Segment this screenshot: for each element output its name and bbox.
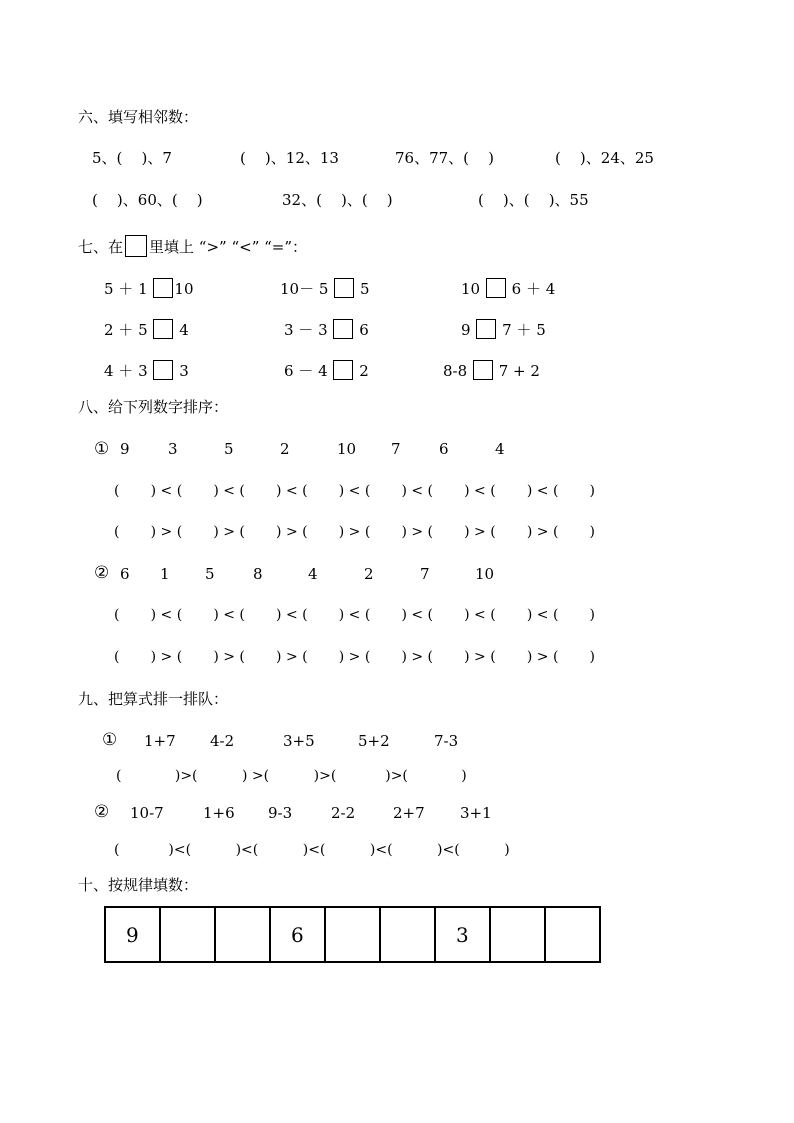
circled-1-marker: ① xyxy=(102,730,118,750)
s7-heading-pre: 七、在 xyxy=(78,238,124,256)
compare-box[interactable] xyxy=(476,319,496,339)
section-8-heading: 八、给下列数字排序： xyxy=(78,398,229,416)
compare-left: 10 xyxy=(461,280,481,298)
compare-left: 4 ＋ 3 xyxy=(104,362,148,380)
compare-left: 9 xyxy=(461,321,471,339)
compare-right: 3 xyxy=(179,362,189,380)
order-slots: ( )>( ) >( )>( )>( ) xyxy=(116,768,467,784)
section-9-heading: 九、把算式排一排队： xyxy=(78,690,229,708)
s6-item-7: ( )、( )、55 xyxy=(478,191,589,209)
compare-right: 4 xyxy=(179,321,189,339)
s6-item-5: ( )、60、( ) xyxy=(92,191,203,209)
compare-right: 7 + 2 xyxy=(498,362,540,380)
compare-left: 2 ＋ 5 xyxy=(104,321,148,339)
expression-item: 5+2 xyxy=(358,732,390,750)
expression-item: 4-2 xyxy=(210,732,235,750)
compare-left: 5 ＋ 1 xyxy=(104,280,148,298)
expression-item: 3+1 xyxy=(460,804,492,822)
compare-item xyxy=(284,360,369,380)
descending-slots: ( ) > ( ) > ( ) > ( ) > ( ) > ( ) > ( ) > ( ) xyxy=(114,524,596,540)
compare-right: 2 xyxy=(359,362,369,380)
expression-item: 2-2 xyxy=(331,804,356,822)
compare-right: 10 xyxy=(174,280,194,298)
number-item: 1 xyxy=(160,565,170,583)
order-slots: ( )<( )<( )<( )<( )<( ) xyxy=(114,842,510,858)
compare-box[interactable] xyxy=(153,278,173,298)
expression-item: 1+6 xyxy=(203,804,235,822)
s6-item-1: 5、( )、7 xyxy=(92,149,172,167)
compare-item xyxy=(461,278,555,298)
grid-cell[interactable]: 9 xyxy=(105,907,160,962)
number-item: 7 xyxy=(420,565,430,583)
expression-item: 3+5 xyxy=(283,732,315,750)
compare-box[interactable] xyxy=(333,360,353,380)
compare-left: 10－ 5 xyxy=(280,280,329,298)
grid-cell[interactable] xyxy=(215,907,270,962)
number-item: 4 xyxy=(495,440,505,458)
compare-item xyxy=(284,319,369,339)
compare-item xyxy=(104,278,194,298)
compare-box[interactable] xyxy=(334,278,354,298)
number-item: 2 xyxy=(364,565,374,583)
compare-item xyxy=(104,319,189,339)
compare-right: 5 xyxy=(359,280,370,298)
number-item: 9 xyxy=(120,440,130,458)
ascending-slots: ( ) < ( ) < ( ) < ( ) < ( ) < ( ) < ( ) < ( ) xyxy=(114,607,596,623)
expression-item: 7-3 xyxy=(434,732,459,750)
compare-box[interactable] xyxy=(473,360,493,380)
number-item: 3 xyxy=(168,440,178,458)
number-item: 10 xyxy=(337,440,357,458)
s7-heading-post: 里填上 “>” “<” “=”： xyxy=(149,238,308,256)
s6-item-2: ( )、12、13 xyxy=(240,149,339,167)
compare-box[interactable] xyxy=(153,319,173,339)
grid-cell[interactable] xyxy=(325,907,380,962)
pattern-number-grid xyxy=(104,906,601,963)
compare-right: 6 ＋ 4 xyxy=(511,280,556,298)
number-item: 6 xyxy=(439,440,449,458)
grid-cell[interactable]: 3 xyxy=(435,907,490,962)
compare-item xyxy=(104,360,189,380)
compare-box[interactable] xyxy=(153,360,173,380)
compare-left: 3 － 3 xyxy=(284,321,328,339)
ascending-slots: ( ) < ( ) < ( ) < ( ) < ( ) < ( ) < ( ) < ( ) xyxy=(114,483,596,499)
compare-box[interactable] xyxy=(486,278,506,298)
compare-right: 6 xyxy=(359,321,369,339)
grid-cell[interactable]: 6 xyxy=(270,907,325,962)
compare-item xyxy=(461,319,546,339)
number-item: 6 xyxy=(120,565,130,583)
number-item: 2 xyxy=(280,440,290,458)
number-item: 7 xyxy=(391,440,401,458)
number-item: 5 xyxy=(205,565,215,583)
compare-item xyxy=(443,360,540,380)
section-6-heading: 六、填写相邻数： xyxy=(78,108,199,126)
descending-slots: ( ) > ( ) > ( ) > ( ) > ( ) > ( ) > ( ) > ( ) xyxy=(114,649,596,665)
circled-1-marker: ① xyxy=(94,439,110,459)
compare-box[interactable] xyxy=(333,319,353,339)
section-7-heading xyxy=(78,235,307,257)
grid-cell[interactable] xyxy=(490,907,545,962)
s6-item-6: 32、( )、( ) xyxy=(282,191,393,209)
expression-item: 1+7 xyxy=(144,732,176,750)
number-item: 8 xyxy=(253,565,263,583)
expression-item: 10-7 xyxy=(130,804,164,822)
circled-2-marker: ② xyxy=(94,802,110,822)
section-10-heading: 十、按规律填数： xyxy=(78,876,199,894)
compare-right: 7 ＋ 5 xyxy=(502,321,546,339)
expression-item: 9-3 xyxy=(268,804,293,822)
compare-left: 8-8 xyxy=(443,362,468,380)
expression-item: 2+7 xyxy=(393,804,425,822)
compare-left: 6 － 4 xyxy=(284,362,328,380)
number-item: 4 xyxy=(308,565,318,583)
grid-cell[interactable] xyxy=(380,907,435,962)
circled-2-marker: ② xyxy=(94,563,110,583)
s6-item-3: 76、77、( ) xyxy=(395,149,494,167)
grid-cell[interactable] xyxy=(545,907,600,962)
number-item: 5 xyxy=(224,440,234,458)
number-item: 10 xyxy=(475,565,495,583)
compare-item xyxy=(280,278,370,298)
s6-item-4: ( )、24、25 xyxy=(555,149,654,167)
grid-cell[interactable] xyxy=(160,907,215,962)
answer-box-icon xyxy=(125,235,147,257)
